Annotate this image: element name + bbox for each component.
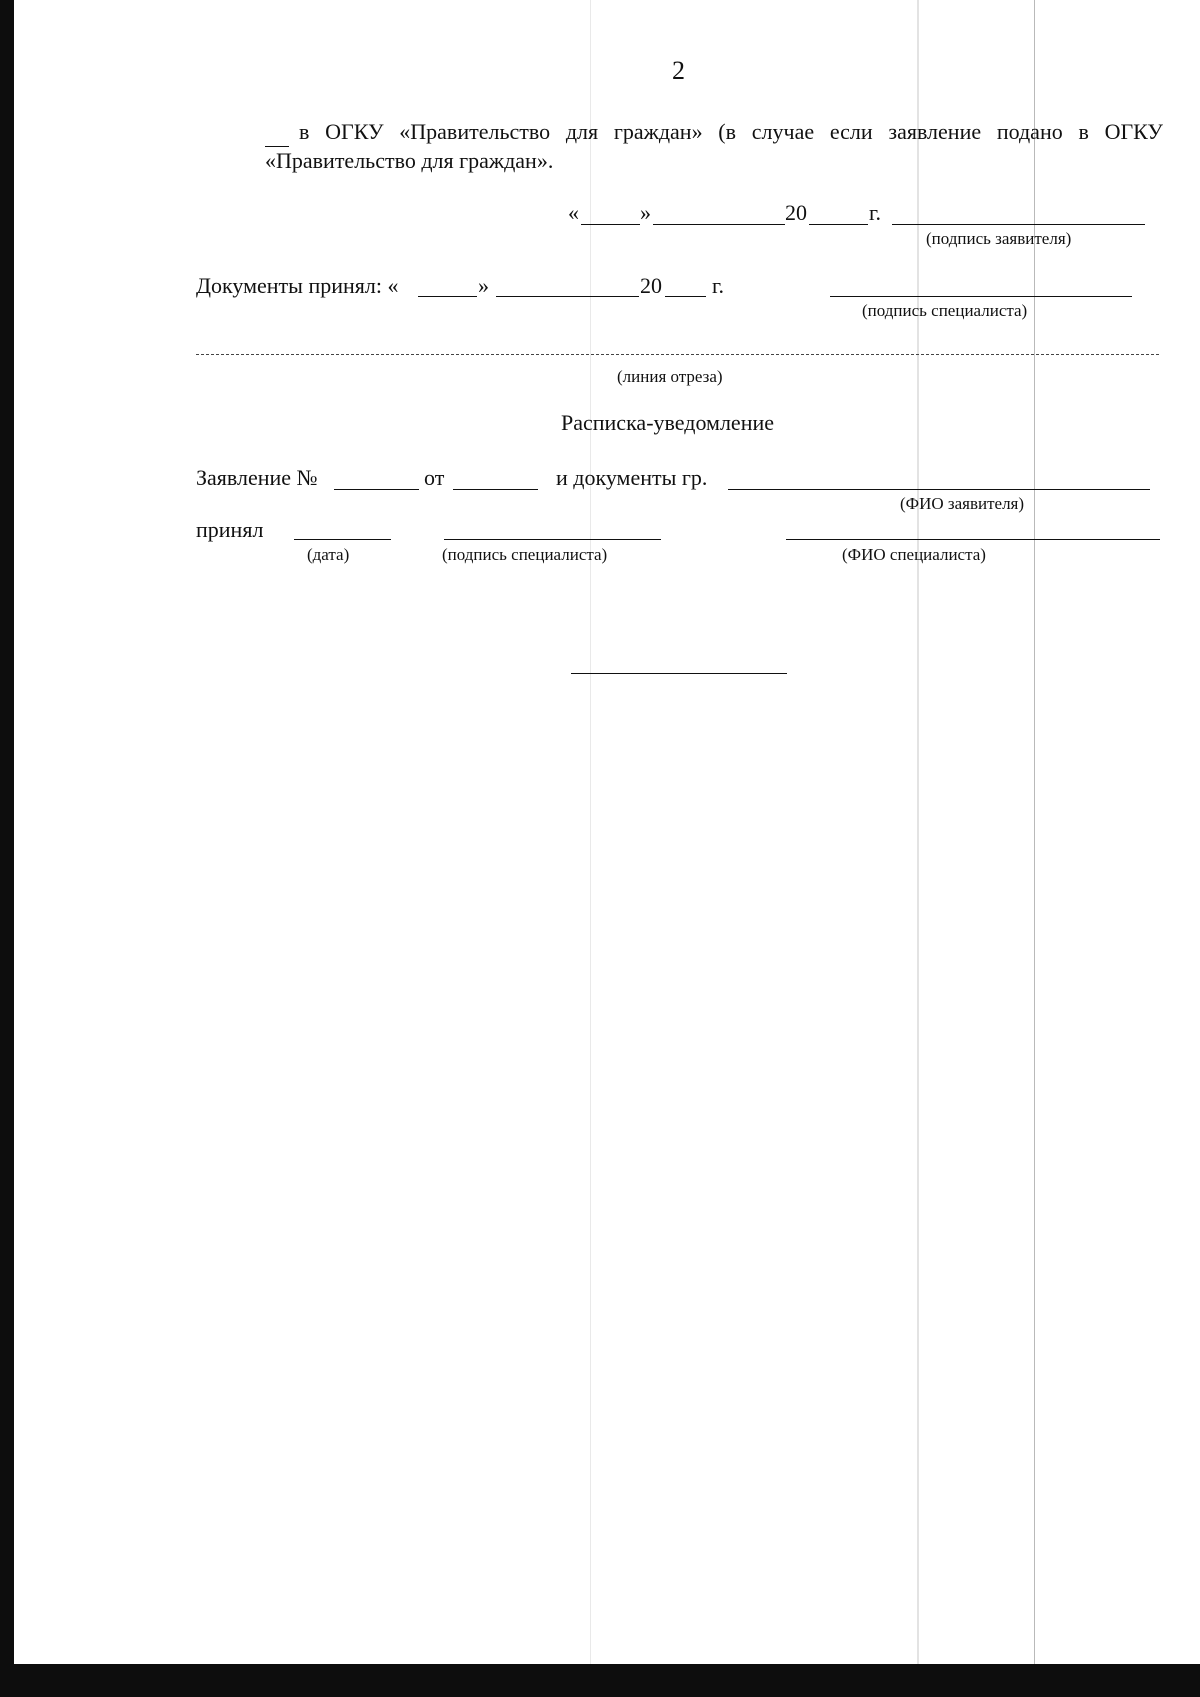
- documents-of-label: и документы гр.: [556, 465, 708, 490]
- checkbox-blank: [265, 118, 289, 147]
- scan-border-bottom: [0, 1664, 1200, 1697]
- receipt-title: Расписка-уведомление: [561, 410, 775, 435]
- date-month-line: [653, 224, 785, 225]
- applicant-signature-line: [892, 224, 1145, 225]
- date-year-line: [809, 224, 868, 225]
- option-paragraph: [265, 118, 1163, 175]
- cut-line-caption: (линия отреза): [617, 367, 723, 386]
- date-open-quote: «: [568, 200, 579, 225]
- application-date-line: [453, 489, 538, 490]
- scan-border-left: [0, 0, 14, 1697]
- accepted-date-line: [294, 539, 391, 540]
- application-number-label: Заявление №: [196, 465, 318, 490]
- date-day-line: [581, 224, 640, 225]
- specialist-name-caption: (ФИО специалиста): [842, 545, 986, 564]
- cut-line: [196, 354, 1159, 355]
- application-from-label: от: [424, 465, 445, 490]
- end-separator-line: [571, 673, 787, 674]
- accepted-close-quote: »: [478, 273, 489, 298]
- date-close-quote: »: [640, 200, 651, 225]
- receipt-specialist-signature-caption: (подпись специалиста): [442, 545, 608, 564]
- applicant-signature-caption: (подпись заявителя): [926, 229, 1072, 248]
- date-year-suffix: г.: [869, 200, 882, 225]
- scan-fold-line: [1034, 0, 1035, 1664]
- accepted-by-label: принял: [196, 517, 264, 542]
- specialist-signature-line: [830, 296, 1132, 297]
- paragraph-text: в ОГКУ «Правительство для граждан» (в случае если заявление подано в ОГКУ «Правительство для граждан».: [265, 119, 1163, 173]
- receipt-specialist-signature-line: [444, 539, 661, 540]
- specialist-name-line: [786, 539, 1160, 540]
- accepted-year-prefix: 20: [640, 273, 662, 298]
- accepted-month-line: [496, 296, 639, 297]
- page-number: 2: [672, 56, 685, 85]
- applicant-name-caption: (ФИО заявителя): [900, 494, 1025, 513]
- scan-fold-line: [590, 0, 591, 1664]
- scan-fold-line: [917, 0, 919, 1664]
- accepted-year-line: [665, 296, 706, 297]
- date-year-prefix: 20: [785, 200, 807, 225]
- accepted-year-suffix: г.: [712, 273, 725, 298]
- documents-accepted-label: Документы принял: «: [196, 273, 399, 298]
- application-number-line: [334, 489, 419, 490]
- date-caption: (дата): [307, 545, 350, 564]
- specialist-signature-caption: (подпись специалиста): [862, 301, 1028, 320]
- applicant-name-line: [728, 489, 1150, 490]
- accepted-day-line: [418, 296, 477, 297]
